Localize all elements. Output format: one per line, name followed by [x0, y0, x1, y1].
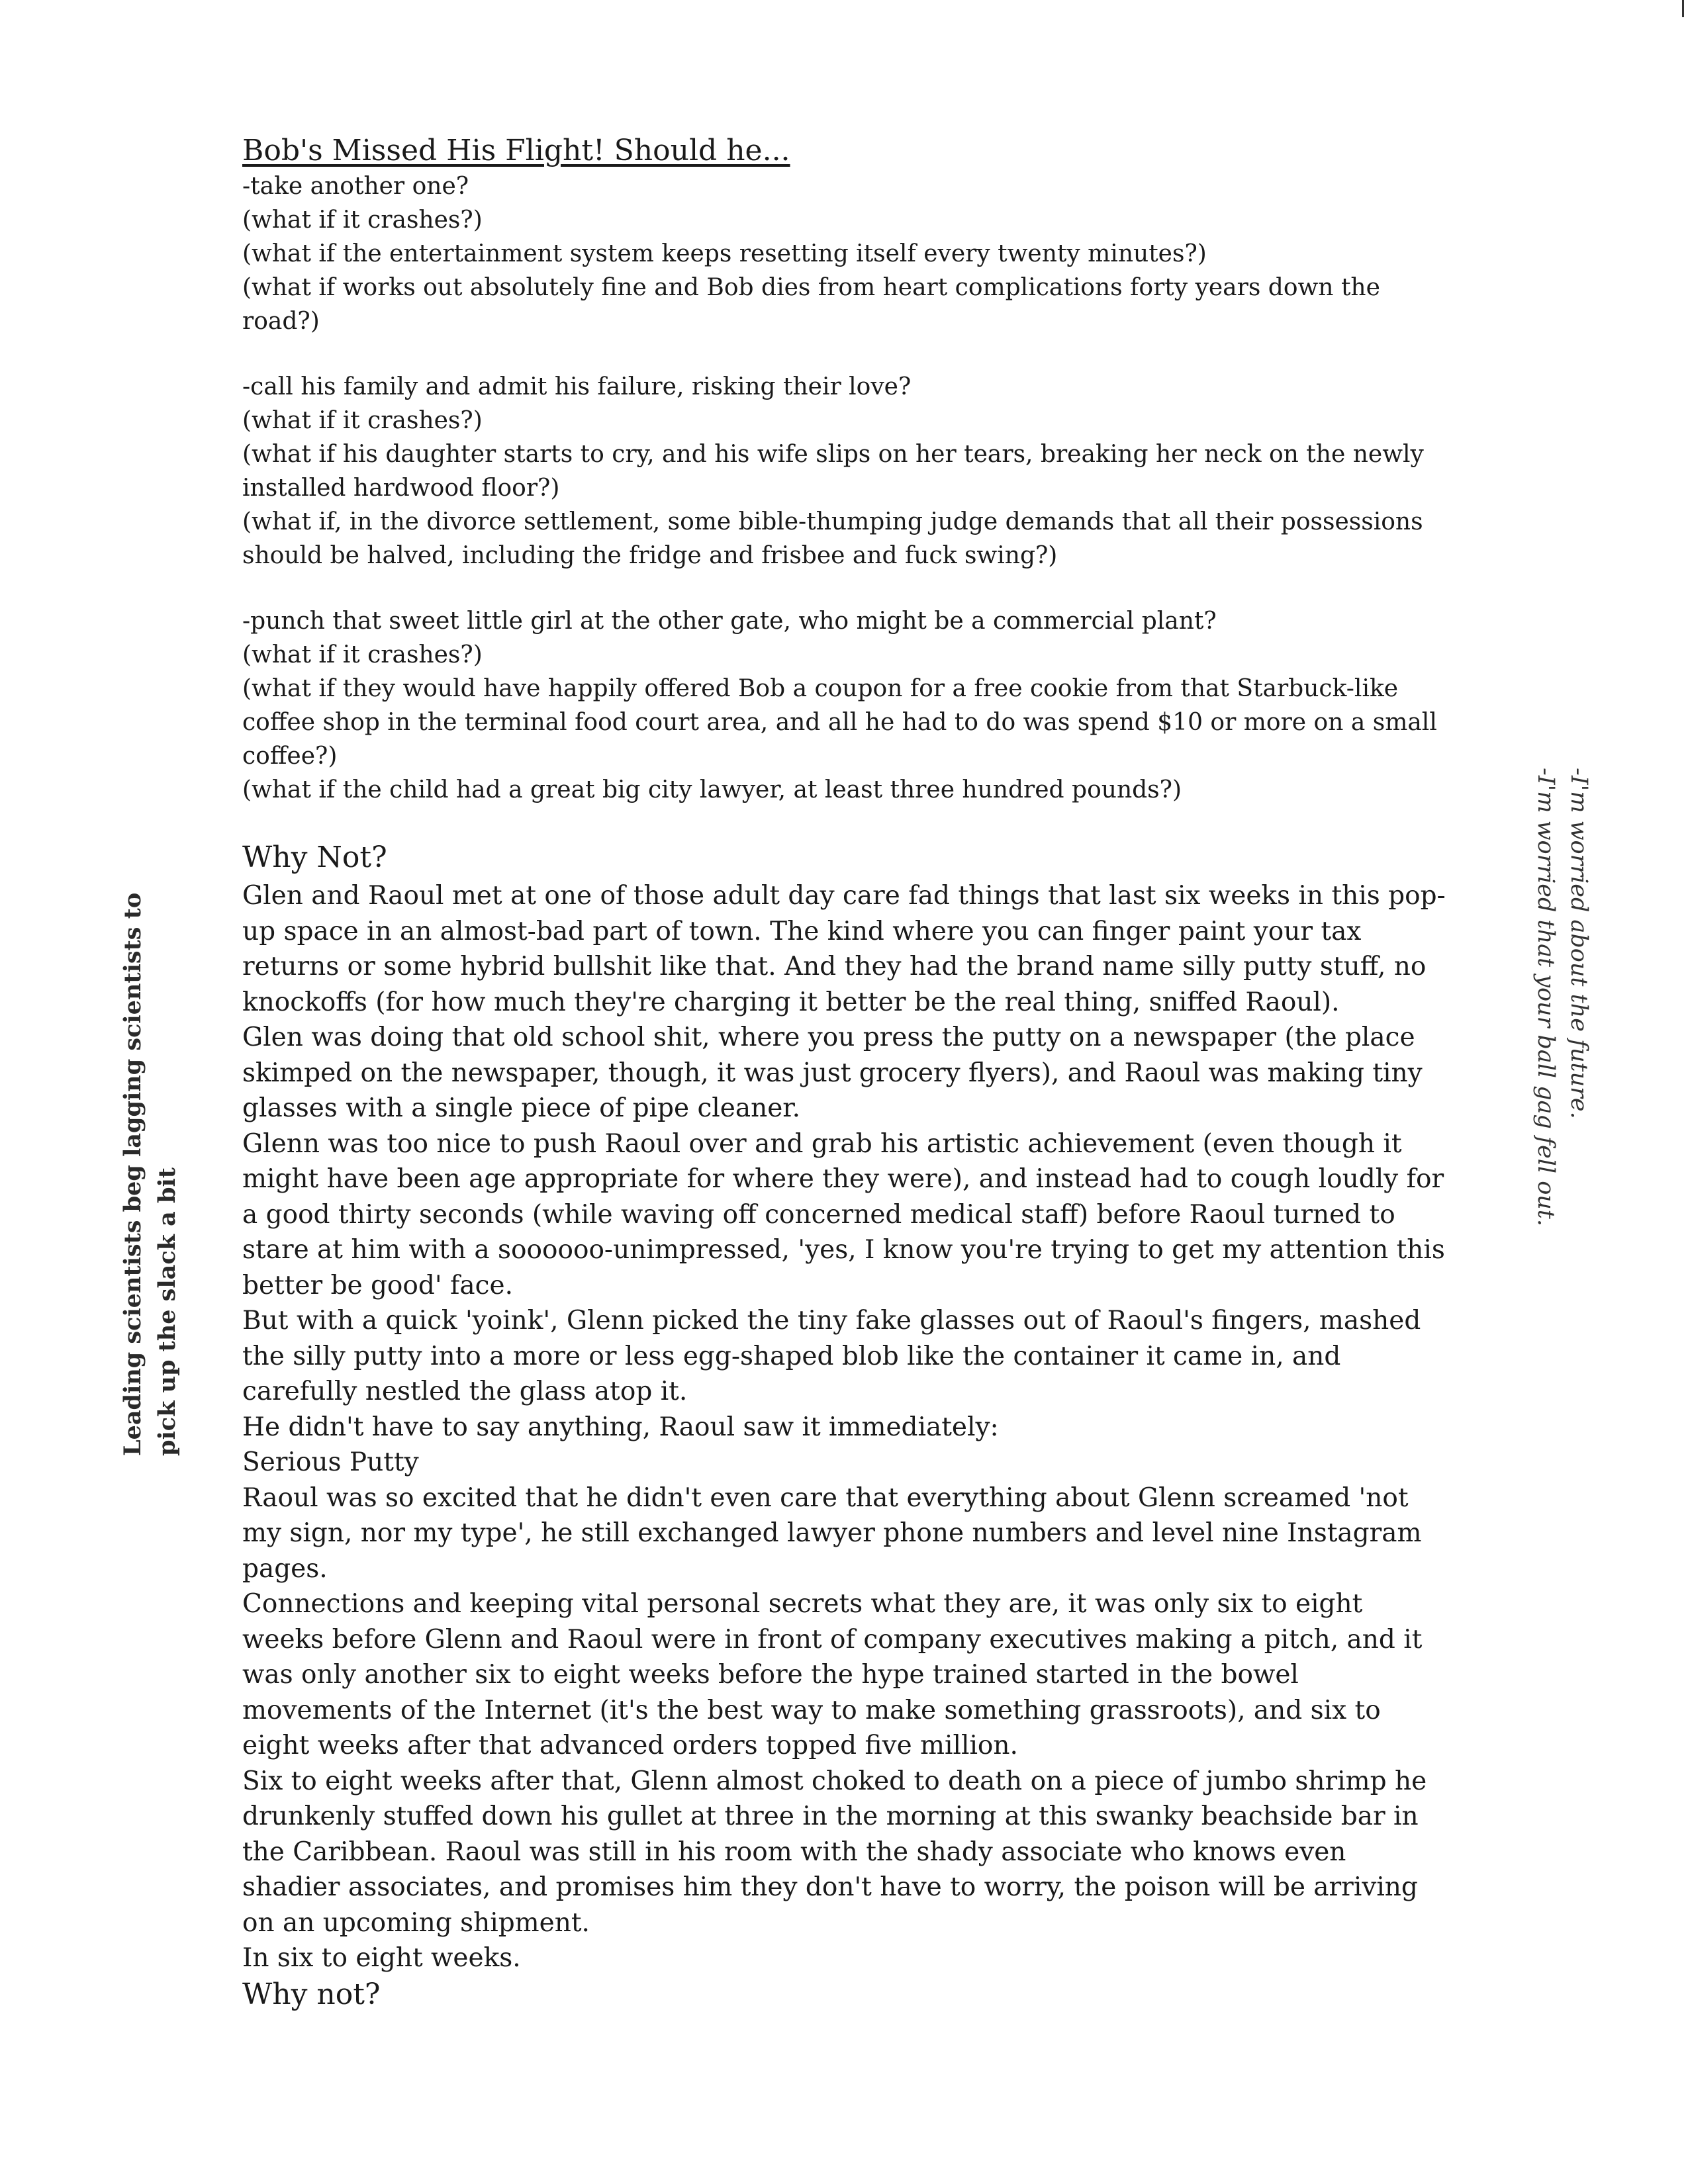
option-line: (what if it crashes?) [242, 641, 483, 668]
section-bobs-flight [242, 132, 1447, 807]
story-paragraph: Six to eight weeks after that, Glenn almost choked to death on a piece of jumbo shrimp he drunkenly stuffed down his gullet at three in the morning at this swanky beachside bar in the Caribbean. Raoul was still in his room with the shady associate who knows even shadier associates, and promises him they don't have to worry, the poison will be arriving on an upcoming shipment. [242, 1766, 1427, 1938]
option-line: (what if, in the divorce settlement, some bible-thumping judge demands that all their possessions should be halved, including the fridge and frisbee and fuck swing?) [242, 508, 1423, 569]
story-paragraph: Serious Putty [242, 1447, 419, 1477]
story-paragraph: In six to eight weeks. [242, 1943, 521, 1973]
section-title-why-not: Why Not? [242, 841, 387, 874]
left-margin-note-line: pick up the slack a bit [154, 1167, 181, 1456]
main-text-column [242, 132, 1447, 2013]
story-paragraph: Glenn was too nice to push Raoul over and grab his artistic achievement (even though it might have been age appropriate for where they were), and instead had to cough loudly for a good thirty seconds (while waving off concerned medical staff) before Raoul turned to stare at him with a soooooo-unimpressed, 'yes, I know you're trying to get my attention this better be good' face. [242, 1128, 1445, 1300]
story-paragraph: Glen was doing that old school shit, where you press the putty on a newspaper (the place skimped on the newspaper, though, it was just grocery flyers), and Raoul was making tiny glasses with a single piece of pipe cleaner. [242, 1023, 1423, 1123]
story-paragraph: But with a quick 'yoink', Glenn picked the tiny fake glasses out of Raoul's fingers, mashed the silly putty into a more or less egg-shaped blob like the container it came in, and carefully nestled the glass atop it. [242, 1306, 1421, 1406]
section-title-bobs-flight: Bob's Missed His Flight! Should he... [242, 134, 790, 167]
right-margin-note-line: -I'm worried about the future. [1566, 768, 1592, 1119]
story-paragraph: He didn't have to say anything, Raoul saw it immediately: [242, 1412, 999, 1442]
scan-edge-mark [1682, 0, 1684, 17]
right-margin-note [1529, 768, 1595, 1231]
option-block-take-another [242, 169, 1447, 338]
option-line: (what if works out absolutely fine and Bob dies from heart complications forty years down the road?) [242, 274, 1380, 335]
option-line: -take another one? [242, 173, 469, 200]
left-margin-note [116, 892, 185, 1456]
option-line: (what if they would have happily offered Bob a coupon for a free cookie from that Starbuck-like coffee shop in the terminal food court area, and all he had to do was spend $10 or more on a small coffee?) [242, 675, 1437, 770]
closing-line: Why not? [242, 1977, 381, 2011]
option-line: -punch that sweet little girl at the other gate, who might be a commercial plant? [242, 608, 1217, 635]
story-paragraph: Glen and Raoul met at one of those adult day care fad things that last six weeks in this pop-up space in an almost-bad part of town. The kind where you can finger paint your tax returns or some hybrid bullshit like that. And they had the brand name silly putty stuff, no knockoffs (for how much they're charging it better be the real thing, sniffed Raoul). [242, 881, 1446, 1017]
option-line: (what if the entertainment system keeps resetting itself every twenty minutes?) [242, 240, 1207, 267]
story-paragraph: Connections and keeping vital personal secrets what they are, it was only six to eight weeks before Glenn and Raoul were in front of company executives making a pitch, and it was only another six to eight weeks before the hype trained started in the bowel movements of the Internet (it's the best way to make something grassroots), and six to eight weeks after that advanced orders topped five million. [242, 1589, 1423, 1760]
story-paragraph: Raoul was so excited that he didn't even care that everything about Glenn screamed 'not my sign, nor my type', he still exchanged lawyer phone numbers and level nine Instagram pages. [242, 1482, 1422, 1584]
option-line: (what if it crashes?) [242, 407, 483, 434]
option-line: (what if it crashes?) [242, 206, 483, 234]
left-margin-note-line: Leading scientists beg lagging scientists to [119, 892, 146, 1456]
option-line: (what if the child had a great big city lawyer, at least three hundred pounds?) [242, 776, 1182, 803]
option-block-punch-girl [242, 604, 1447, 807]
section-why-not [242, 839, 1447, 2013]
option-block-call-family [242, 370, 1447, 572]
right-margin-note-line: -I'm worried that your ball gag fell out. [1532, 768, 1559, 1226]
option-line: -call his family and admit his failure, risking their love? [242, 373, 912, 400]
option-line: (what if his daughter starts to cry, and his wife slips on her tears, breaking her neck on the newly installed hardwood floor?) [242, 441, 1424, 502]
